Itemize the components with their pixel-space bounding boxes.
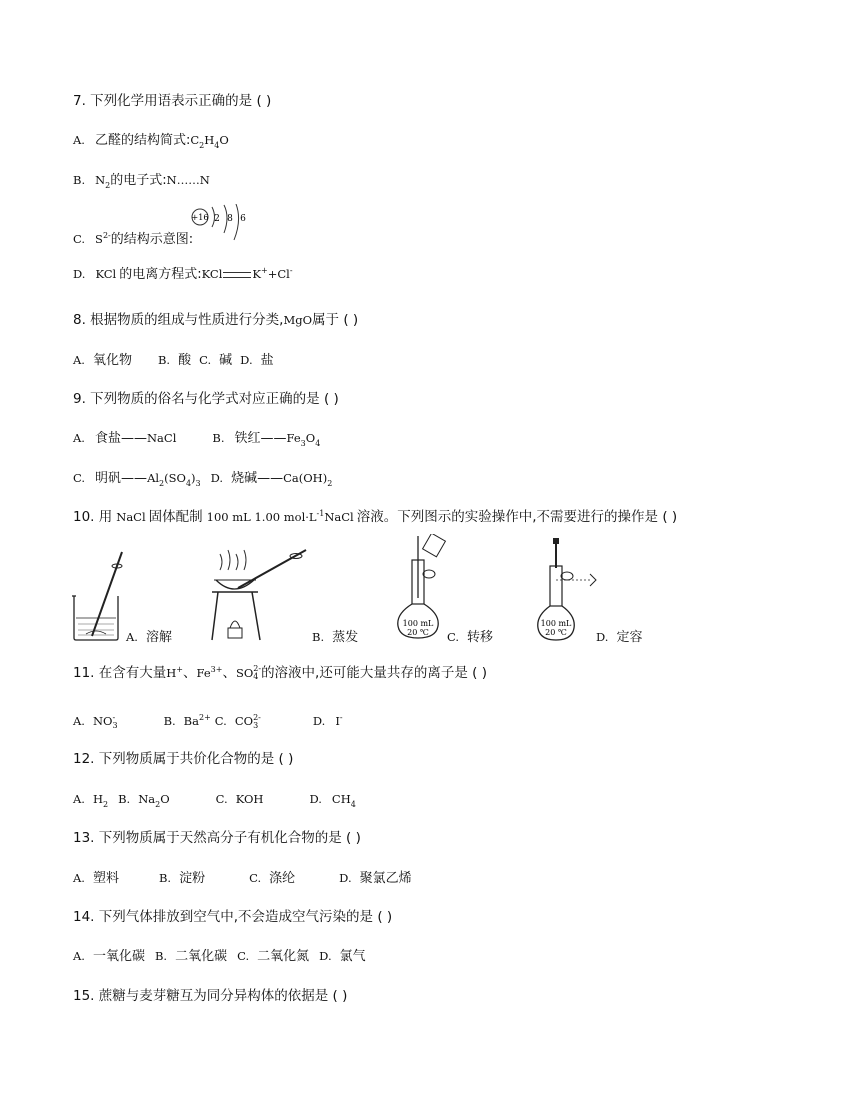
q7-option-d: D. KCl 的电离方程式:KCl K++Cl- <box>73 266 293 282</box>
q14-option-c: 二氧化氮 <box>257 949 310 964</box>
q12-options: A. $H_2$ B. $Na_2O$ C. KOH D. $CH_4$ <box>73 792 356 809</box>
q8-stem: 8. 根据物质的组成与性质进行分类,MgO属于 ( ) <box>73 312 359 328</box>
q13-option-a: 塑料 <box>92 871 119 886</box>
dissolving-beaker-figure <box>70 550 126 642</box>
sulfur-ion-structure-diagram <box>188 204 248 246</box>
q14-option-d: 氯气 <box>339 949 366 964</box>
q8-options: A. 氧化物 B. 酸 C. 碱 D. 盐 <box>73 353 274 368</box>
flask-c-volume: 100 mL <box>402 619 434 628</box>
q10-option-d: D. 定容 <box>596 630 643 645</box>
evaporation-setup-figure <box>208 548 314 642</box>
flask-d-temp: 20 ℃ <box>545 628 567 637</box>
q11-stem: 11. 在含有大量H+、$Fe^{3+}$、SO 2- 4 的溶液中,还可能大量共存的离子是 ( ) <box>73 664 487 681</box>
q10-option-c: C. 转移 <box>447 630 494 645</box>
q8-option-d: 盐 <box>260 353 274 368</box>
shell-1-electrons: 2 <box>214 214 220 224</box>
shell-2-electrons: 8 <box>227 214 233 224</box>
q7-option-c: C. $S^{2-}$的结构示意图: <box>73 231 194 247</box>
q10-option-b: B. 蒸发 <box>312 630 359 645</box>
q15-stem: 15. 蔗糖与麦芽糖互为同分异构体的依据是 ( ) <box>73 988 348 1004</box>
q8-option-c: 碱 <box>219 353 233 368</box>
q14-option-a: 一氧化碳 <box>92 949 145 964</box>
q10-stem: 10. 用 NaCl 固体配制 100 mL 1.00 $mol\cdot L^{-1}NaCl$ 溶液。下列图示的实验操作中,不需要进行的操作是 ( ) <box>73 509 678 525</box>
q12-stem: 12. 下列物质属于共价化合物的是 ( ) <box>73 751 294 767</box>
q13-options: A. 塑料 B. 淀粉 C. 涤纶 D. 聚氯乙烯 <box>73 871 412 886</box>
q8-option-a: 氧化物 <box>92 353 132 368</box>
q14-stem: 14. 下列气体排放到空气中,不会造成空气污染的是 ( ) <box>73 909 393 925</box>
transfer-flask-figure <box>396 534 448 642</box>
q13-option-b: 淀粉 <box>179 871 206 886</box>
q11-options: A. NO - 3 B. $Ba^{2+}$ C. CO 2- 3 D. I- <box>73 712 343 730</box>
flask-d-volume: 100 mL <box>540 619 572 628</box>
flask-c-temp: 20 ℃ <box>407 628 429 637</box>
q8-option-b: 酸 <box>178 353 192 368</box>
q9-stem: 9. 下列物质的俗名与化学式对应正确的是 ( ) <box>73 391 339 407</box>
q13-stem: 13. 下列物质属于天然高分子有机化合物的是 ( ) <box>73 830 361 846</box>
shell-3-electrons: 6 <box>240 214 246 224</box>
q9-options-cd: C. 明矾$——Al_2(SO_4)_3$ D. 烧碱$——Ca(OH)_2$ <box>73 471 333 488</box>
q13-option-c: 涤纶 <box>269 871 296 886</box>
q7-option-a: A. 乙醛的结构简式$:C_2H_4O$ <box>73 133 229 150</box>
q14-options: A. 一氧化碳 B. 二氧化碳 C. 二氧化氮 D. 氯气 <box>73 949 366 964</box>
ionization-equals-sign <box>223 272 251 278</box>
fixing-volume-flask-figure <box>536 538 600 642</box>
q13-option-d: 聚氯乙烯 <box>359 871 412 886</box>
q7-option-b: B. $N_2$的电子式:N……N <box>73 173 210 190</box>
q7-stem: 7. 下列化学用语表示正确的是 ( ) <box>73 93 272 109</box>
q10-option-a: A. 溶解 <box>126 630 172 645</box>
nucleus-charge: +16 <box>191 213 209 222</box>
q14-option-b: 二氧化碳 <box>175 949 228 964</box>
q9-options-ab: A. 食盐——NaCl B. 铁红$——Fe_3O_4$ <box>73 431 321 448</box>
